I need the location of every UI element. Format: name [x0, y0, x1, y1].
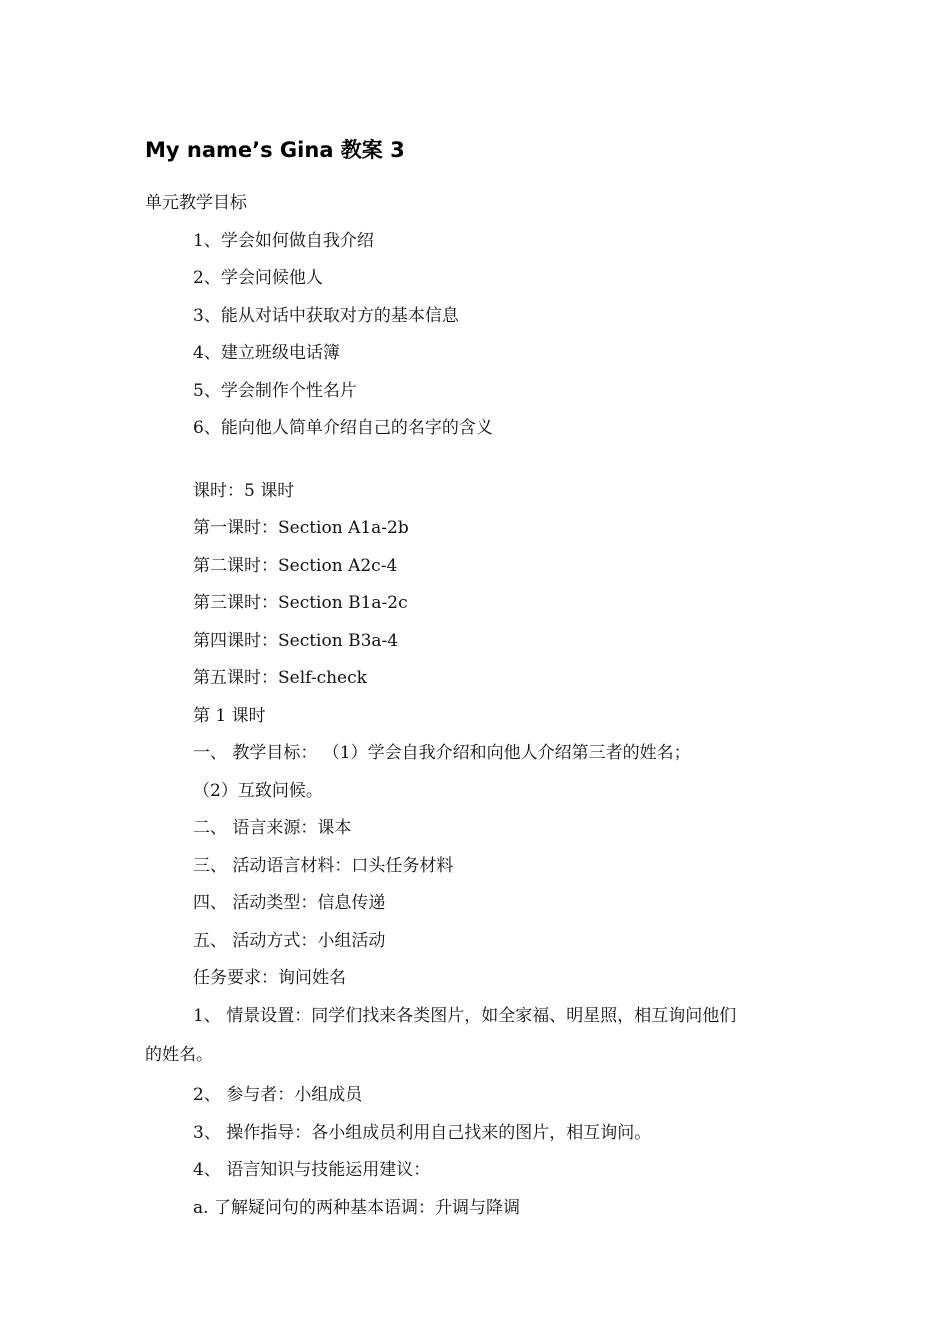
lesson1-item: 三、 活动语言材料：口头任务材料	[193, 856, 454, 876]
task-item: 3、 操作指导：各小组成员利用自己找来的图片，相互询问。	[193, 1123, 652, 1143]
lesson1-item: 五、 活动方式：小组活动	[193, 931, 386, 951]
period-item: 第四课时：Section B3a-4	[193, 631, 399, 651]
objective-item: 2、学会问候他人	[193, 268, 323, 288]
period-item: 第三课时：Section B1a-2c	[193, 593, 408, 613]
period-item: 第二课时：Section A2c-4	[193, 556, 398, 576]
lesson1-item: （2）互致问候。	[193, 781, 323, 801]
period-item: 第五课时：Self-check	[193, 668, 367, 688]
task-item: 2、 参与者：小组成员	[193, 1085, 363, 1105]
task-item-continuation: 的姓名。	[145, 1045, 213, 1065]
task-item: 4、 语言知识与技能运用建议：	[193, 1160, 431, 1180]
periods-total: 课时：5 课时	[193, 481, 295, 501]
period-item: 第一课时：Section A1a-2b	[193, 518, 409, 538]
lesson1-item: 一、 教学目标： （1）学会自我介绍和向他人介绍第三者的姓名；	[193, 743, 691, 763]
task-item: 1、 情景设置：同学们找来各类图片，如全家福、明星照，相互询问他们	[193, 1006, 737, 1026]
objective-item: 5、学会制作个性名片	[193, 381, 357, 401]
objective-item: 1、学会如何做自我介绍	[193, 231, 374, 251]
lesson1-heading: 第 1 课时	[193, 706, 266, 726]
task-heading: 任务要求：询问姓名	[193, 968, 346, 988]
objective-item: 3、能从对话中获取对方的基本信息	[193, 306, 459, 326]
lesson1-item: 二、 语言来源：课本	[193, 818, 352, 838]
objectives-heading: 单元教学目标	[145, 193, 247, 213]
document-title: My name’s Gina 教案 3	[145, 138, 405, 162]
lesson1-item: 四、 活动类型：信息传递	[193, 893, 386, 913]
task-item: a. 了解疑问句的两种基本语调：升调与降调	[193, 1198, 520, 1218]
objective-item: 4、建立班级电话簿	[193, 343, 340, 363]
objective-item: 6、能向他人简单介绍自己的名字的含义	[193, 418, 493, 438]
